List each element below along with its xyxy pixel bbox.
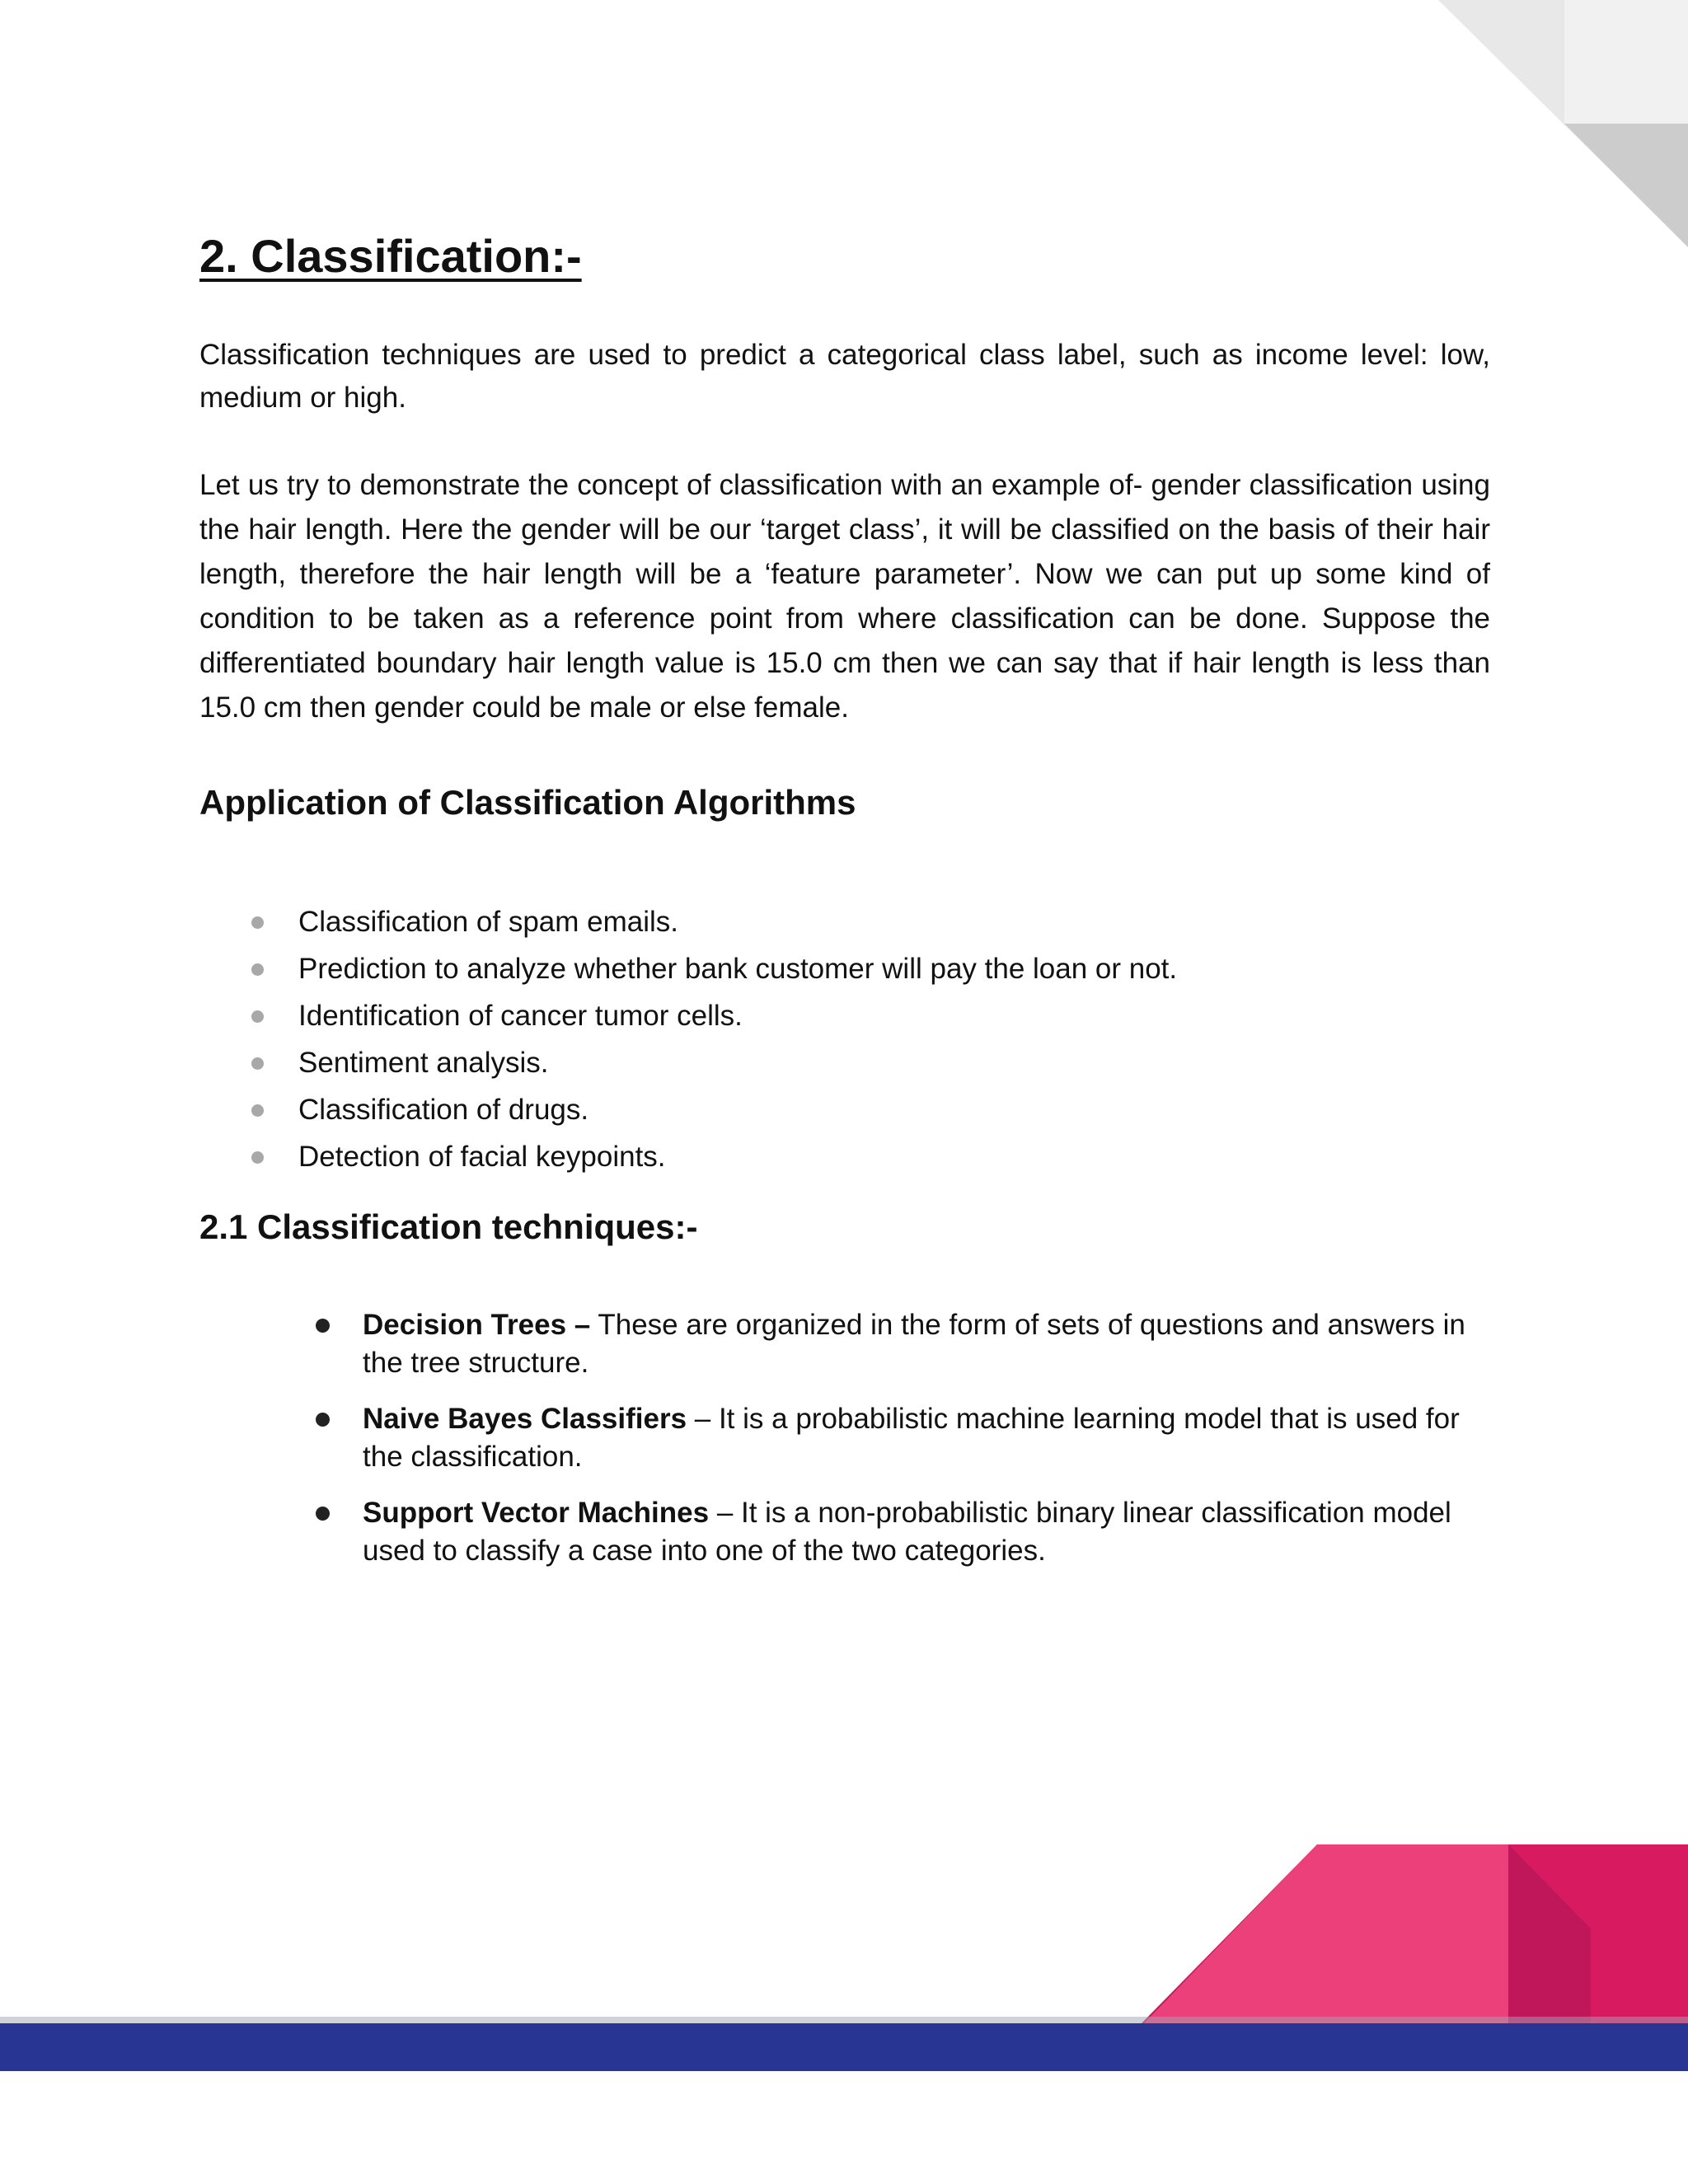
list-item xyxy=(247,898,1177,945)
techniques-heading: 2.1 Classification techniques:- xyxy=(199,1207,698,1246)
applications-heading: Application of Classification Algorithms xyxy=(199,783,856,822)
list-item xyxy=(313,1306,1484,1382)
list-item-text: Classification of drugs. xyxy=(298,1094,589,1126)
list-item-text: Classification of spam emails. xyxy=(298,906,678,938)
list-item-text: Prediction to analyze whether bank customer will pay the loan or not. xyxy=(298,953,1178,985)
list-item xyxy=(247,945,1177,992)
bullet-icon xyxy=(251,1010,264,1023)
intro-paragraph: Classification techniques are used to predict a categorical class label, such as income level: low, medium or high. xyxy=(199,339,1490,414)
bullet-icon xyxy=(251,1104,264,1117)
list-item xyxy=(247,992,1177,1039)
techniques-list xyxy=(313,1306,1484,1588)
bullet-icon xyxy=(251,1057,264,1070)
bullet-icon xyxy=(251,916,264,929)
technique-description: – It is a probabilistic machine learning model that is used for the classification. xyxy=(363,1403,1460,1473)
technique-term: Support Vector Machines xyxy=(363,1497,710,1529)
list-item xyxy=(247,1086,1177,1133)
example-paragraph: Let us try to demonstrate the concept of classification with an example of- gender classification using the hair length. Here the gender will be our ‘target class’, it will be classified on the basis of their hair length, therefore the hair length will be a ‘feature parameter’. Now we can put up some kind of condition to be taken as a reference point from where classification can be done. Suppose the differentiated boundary hair length value is 15.0 cm then we can say that if hair length is less than 15.0 cm then gender could be male or else female. xyxy=(199,469,1490,724)
technique-description: – It is a non-probabilistic binary linear classification model used to classify a case into one of the two categories. xyxy=(363,1497,1451,1567)
pink-shape-middle xyxy=(1144,1844,1508,2023)
bullet-icon xyxy=(251,963,264,976)
bullet-icon xyxy=(316,1413,330,1427)
bullet-icon xyxy=(251,1151,264,1164)
list-item xyxy=(313,1494,1484,1570)
technique-description: These are organized in the form of sets of questions and answers in the tree structure. xyxy=(363,1309,1465,1379)
list-item xyxy=(247,1133,1177,1180)
technique-term: Naive Bayes Classifiers xyxy=(363,1403,687,1435)
list-item-text: Detection of facial keypoints. xyxy=(298,1141,666,1173)
list-item-text: Identification of cancer tumor cells. xyxy=(298,1000,743,1032)
list-item xyxy=(247,1039,1177,1086)
list-item-text: Sentiment analysis. xyxy=(298,1047,549,1079)
list-item xyxy=(313,1400,1484,1476)
bottom-band xyxy=(0,2023,1688,2071)
bullet-icon xyxy=(316,1319,330,1333)
corner-square xyxy=(1564,0,1688,124)
technique-term: Decision Trees – xyxy=(363,1309,591,1341)
bullet-icon xyxy=(316,1507,330,1521)
section-heading: 2. Classification:- xyxy=(199,230,582,282)
applications-list xyxy=(247,898,1177,1180)
bottom-band-shadow xyxy=(0,2017,1688,2023)
corner-triangle-dark xyxy=(1564,124,1688,247)
